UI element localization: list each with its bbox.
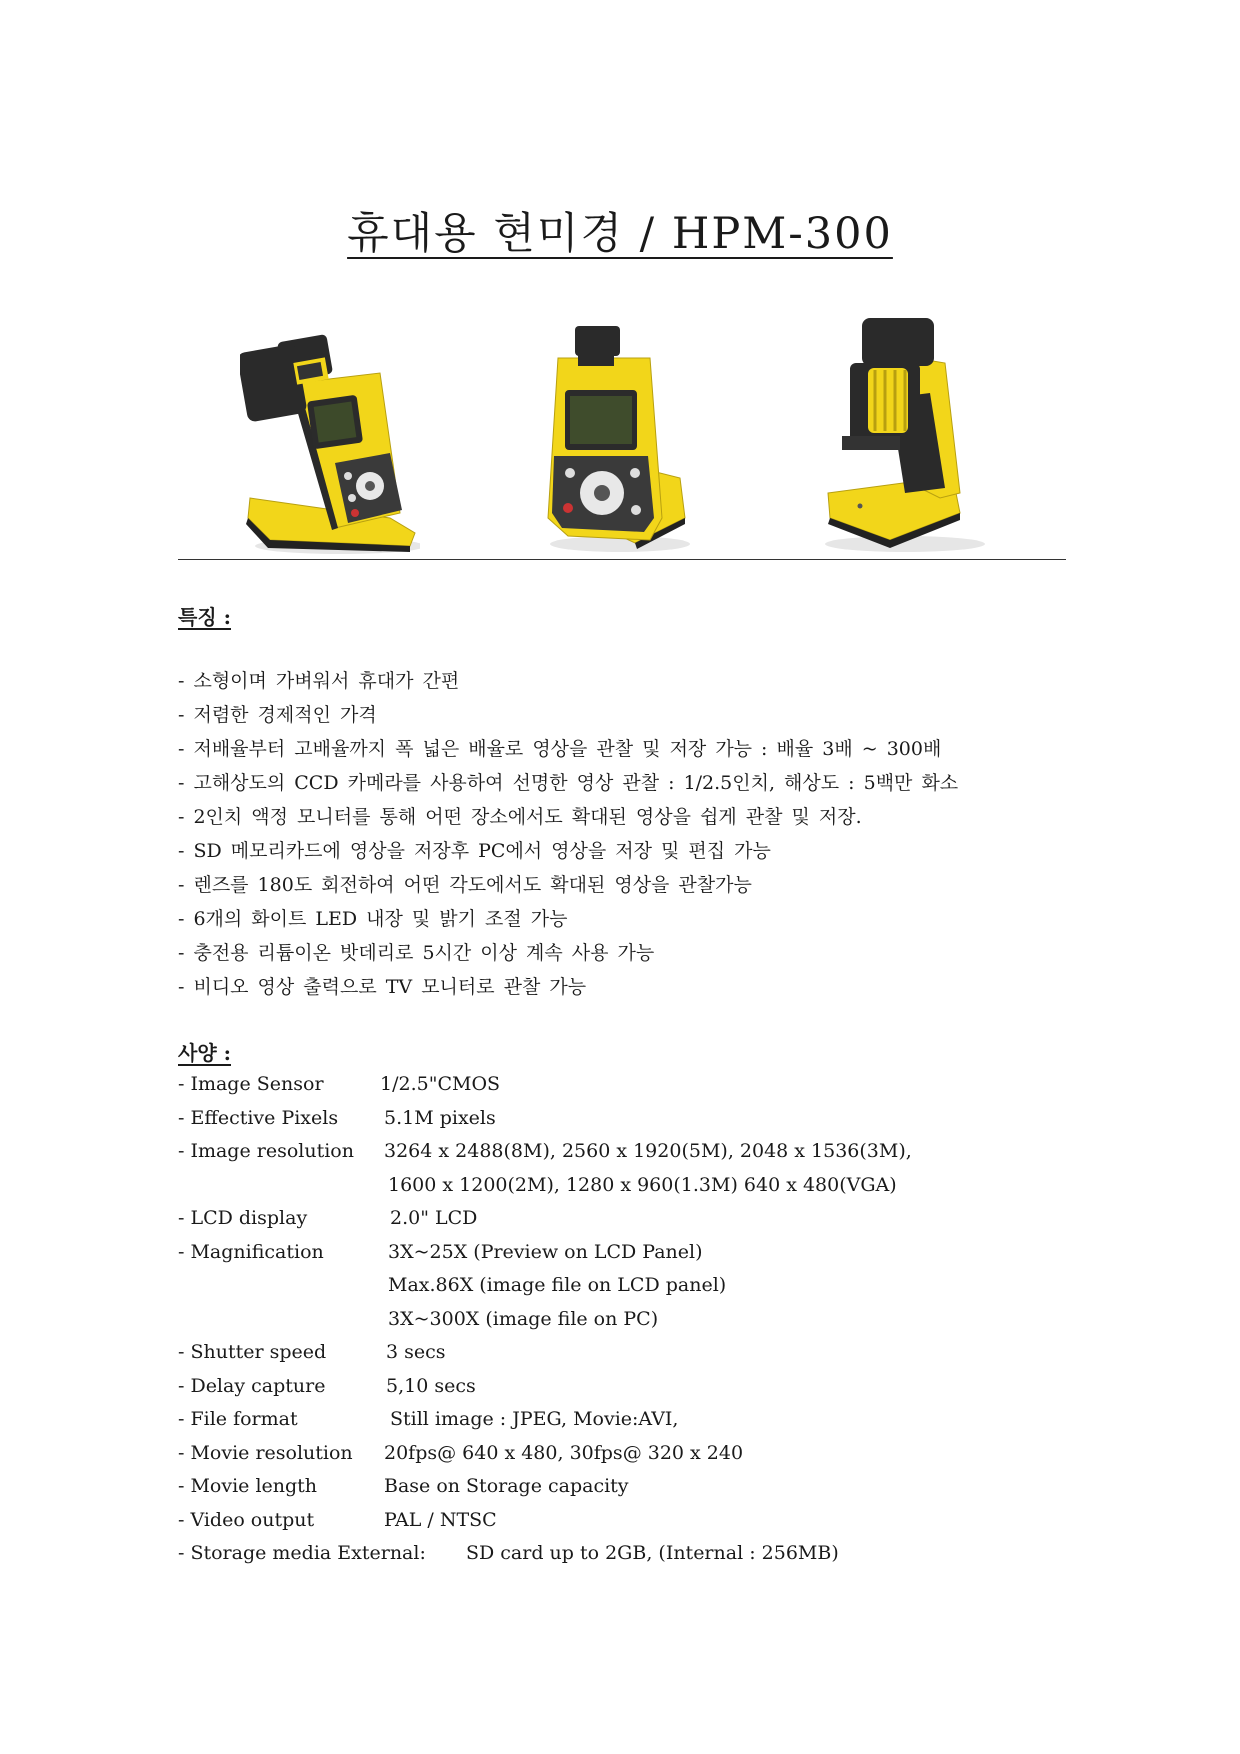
- product-photo-side: [240, 318, 420, 558]
- spec-label: - Magnification: [178, 1240, 324, 1263]
- spec-label: - Image resolution: [178, 1140, 354, 1162]
- feature-item: - 비디오 영상 출력으로 TV 모니터로 관찰 가능: [178, 976, 587, 998]
- divider: [178, 559, 1066, 560]
- spec-value: Base on Storage capacity: [384, 1475, 629, 1497]
- spec-value: 5,10 secs: [386, 1374, 476, 1397]
- feature-item: - 6개의 화이트 LED 내장 및 밝기 조절 가능: [178, 908, 568, 930]
- features-heading: 특징 :: [178, 605, 231, 629]
- spec-value: SD card up to 2GB, (Internal : 256MB): [466, 1542, 839, 1564]
- spec-value: 1600 x 1200(2M), 1280 x 960(1.3M) 640 x 480(VGA): [388, 1173, 897, 1196]
- specs-heading: 사양 :: [178, 1041, 231, 1065]
- spec-label: - Video output: [178, 1508, 315, 1531]
- spec-value: 3X~300X (image file on PC): [388, 1307, 659, 1330]
- spec-value: 5.1M pixels: [384, 1106, 496, 1129]
- spec-value: 20fps@ 640 x 480, 30fps@ 320 x 240: [384, 1441, 744, 1464]
- feature-item: - SD 메모리카드에 영상을 저장후 PC에서 영상을 저장 및 편집 가능: [178, 840, 771, 862]
- feature-item: - 2인치 액정 모니터를 통해 어떤 장소에서도 확대된 영상을 쉽게 관찰 및 저장.: [178, 806, 862, 828]
- feature-item: - 소형이며 가벼워서 휴대가 간편: [178, 670, 460, 692]
- page-title: 휴대용 현미경 / HPM-300: [347, 209, 893, 259]
- feature-item: - 고해상도의 CCD 카메라를 사용하여 선명한 영상 관찰 : 1/2.5인치, 해상도 : 5백만 화소: [178, 772, 959, 794]
- feature-item: - 저배율부터 고배율까지 폭 넓은 배율로 영상을 관찰 및 저장 가능 : 배율 3배 ~ 300배: [178, 738, 942, 760]
- spec-value: Max.86X (image file on LCD panel): [388, 1274, 727, 1296]
- spec-value: 3264 x 2488(8M), 2560 x 1920(5M), 2048 x 1536(3M),: [384, 1140, 912, 1162]
- spec-label: - Delay capture: [178, 1374, 326, 1397]
- spec-label: - File format: [178, 1408, 298, 1430]
- spec-label: - Image Sensor: [178, 1073, 324, 1095]
- spec-label: - Effective Pixels: [178, 1106, 339, 1129]
- spec-label: - Shutter speed: [178, 1341, 327, 1363]
- feature-item: - 렌즈를 180도 회전하여 어떤 각도에서도 확대된 영상을 관찰가능: [178, 874, 752, 896]
- spec-label: - Movie resolution: [178, 1441, 353, 1464]
- product-photo-back: [820, 318, 995, 558]
- spec-value: 3X~25X (Preview on LCD Panel): [388, 1240, 703, 1263]
- product-photo-front: [540, 318, 690, 558]
- feature-item: - 충전용 리튬이온 밧데리로 5시간 이상 계속 사용 가능: [178, 942, 655, 964]
- spec-value: 3 secs: [386, 1341, 446, 1363]
- spec-label: - LCD display: [178, 1207, 308, 1229]
- spec-label: - Storage media External:: [178, 1542, 426, 1564]
- spec-value: PAL / NTSC: [384, 1508, 497, 1531]
- features-list: [178, 664, 958, 1004]
- spec-value: 1/2.5"CMOS: [380, 1073, 501, 1095]
- feature-item: - 저렴한 경제적인 가격: [178, 704, 377, 726]
- spec-value: Still image : JPEG, Movie:AVI,: [390, 1408, 679, 1430]
- spec-label: - Movie length: [178, 1475, 318, 1497]
- spec-value: 2.0" LCD: [390, 1207, 478, 1229]
